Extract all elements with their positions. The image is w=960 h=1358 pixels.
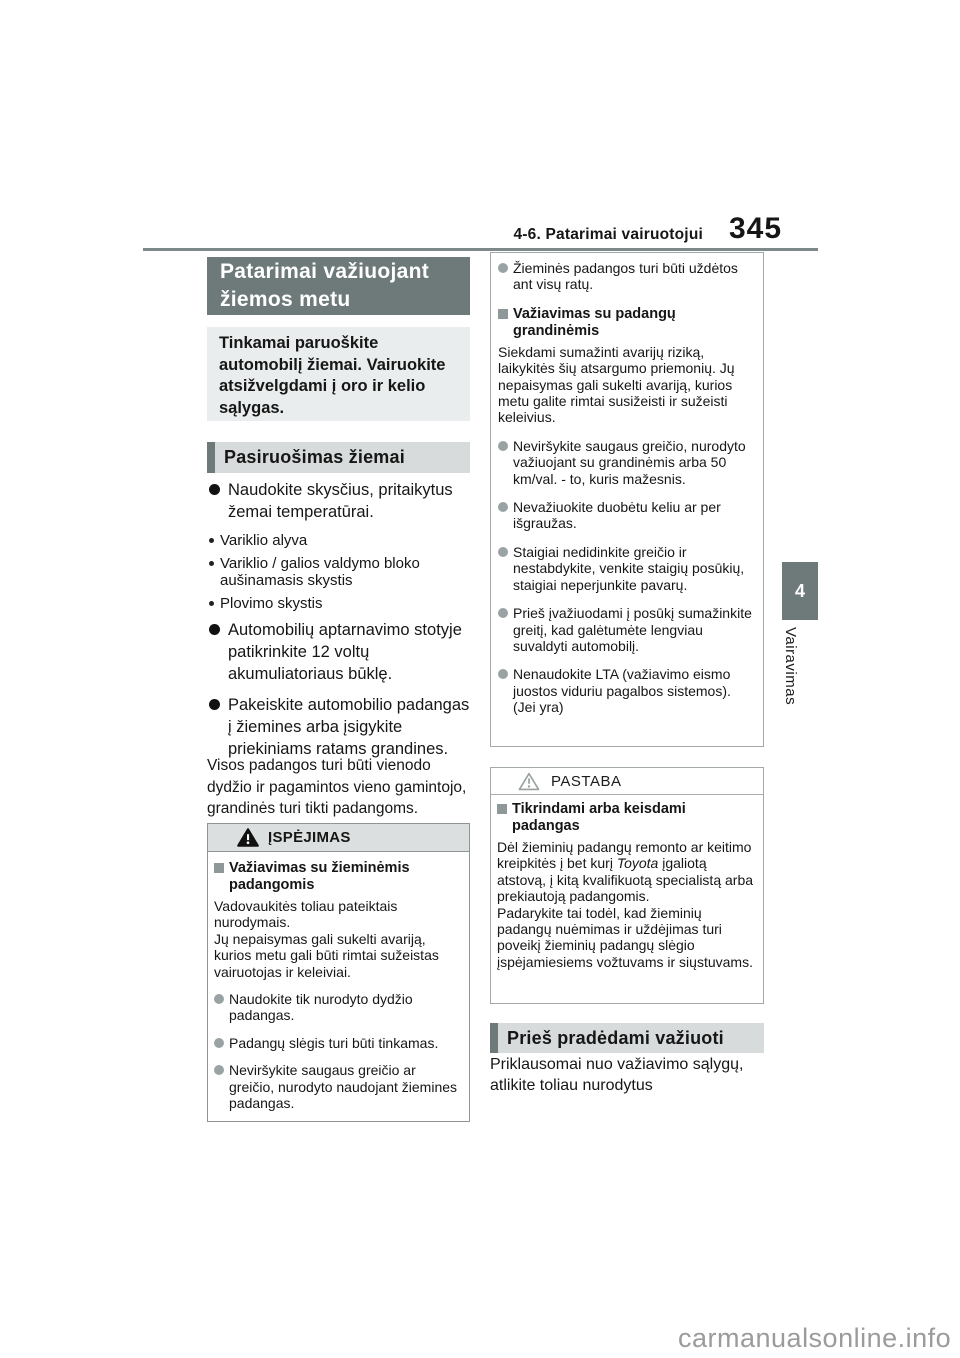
notice-paragraph: Padarykite tai todėl, kad žieminių padangų nuėmimas ir uždėjimas turi poveikį žieminių padangų slėgio įspėjamiesiems vožtuvams ir siųstuvams. xyxy=(497,904,753,970)
list-item-text: Naudokite skysčius, pritaikytus žemai temperatūrai. xyxy=(228,481,453,521)
warning-bullet xyxy=(498,438,754,487)
gray-bullet-icon xyxy=(214,1038,224,1048)
warning-bullet-text: Neviršykite saugaus greičio ar greičio, nurodyto naudojant žiemines padangas. xyxy=(229,1062,458,1112)
warning-bullet xyxy=(214,991,461,1024)
list-item xyxy=(207,694,470,760)
warning-bullet xyxy=(214,1035,461,1051)
list-item xyxy=(207,619,470,685)
dot-icon xyxy=(209,601,214,606)
warning-continuation-box xyxy=(490,252,764,747)
gray-bullet-icon xyxy=(498,608,508,618)
chapter-side-label: Vairavimas xyxy=(782,627,799,706)
warning-bullet-text: Nevažiuokite duobėtu keliu ar per išgraužas. xyxy=(513,499,721,532)
page-title: Patarimai važiuojant žiemos metu xyxy=(207,257,470,315)
list-item-text: Variklio / galios valdymo bloko aušinamasis skystis xyxy=(220,554,420,589)
warning-bullet xyxy=(498,260,754,293)
list-item xyxy=(207,595,470,613)
section-heading-pries-pradedami xyxy=(490,1023,764,1053)
page-number: 345 xyxy=(729,212,783,245)
list-item xyxy=(207,479,470,523)
warning-bullet-text: Nenaudokite LTA (važiavimo eismo juostos viduriu pagalbos sistemos). (Jei yra) xyxy=(513,666,731,716)
notice-subheading xyxy=(497,801,755,835)
gray-bullet-icon xyxy=(498,547,508,557)
warning-bullet xyxy=(498,666,754,715)
warning-subheading-text: Važiavimas su padangų grandinėmis xyxy=(513,305,676,339)
notice-box-content xyxy=(491,795,763,970)
warning-paragraph: Jų nepaisymas gali sukelti avariją, kurios metu gali būti rimtai sužeistas vairuotojas ir keleiviai. xyxy=(214,930,439,980)
list-item-text: Plovimo skystis xyxy=(220,594,323,612)
square-marker-icon xyxy=(214,863,224,873)
square-marker-icon xyxy=(497,804,507,814)
notice-paragraph xyxy=(497,839,755,905)
brand-name-italic: Toyota xyxy=(616,855,659,872)
bullet-icon xyxy=(209,699,220,710)
warning-bullet xyxy=(498,544,754,593)
warning-continuation-content xyxy=(491,253,763,716)
list-item xyxy=(207,555,470,590)
warning-bullet xyxy=(498,499,754,532)
section-accent-bar xyxy=(490,1023,498,1053)
warning-paragraph: Siekdami sumažinti avarijų riziką, laikykitės šių atsargumo priemonių. Jų nepaisymas gali sukelti avariją, kurios metu galite rimtai susižeisti ir sužeisti keleivius. xyxy=(498,343,735,426)
gray-bullet-icon xyxy=(214,994,224,1004)
gray-bullet-icon xyxy=(498,441,508,451)
warning-bullet-text: Staigiai nedidinkite greičio ir nestabdykite, venkite staigių posūkių, staigiai neperjunkite pavarų. xyxy=(513,543,745,593)
preparation-list xyxy=(207,479,470,769)
dot-icon xyxy=(209,561,214,566)
bullet-icon xyxy=(209,484,220,495)
warning-bullet-text: Prieš įvažiuodami į posūkį sumažinkite greitį, kad galėtumėte lengviau suvaldyti automobilį. xyxy=(513,605,752,654)
tyre-note-paragraph: Visos padangos turi būti vienodo dydžio ir pagamintos vieno gamintojo, grandinės turi tikti padangoms. xyxy=(207,757,467,817)
gray-bullet-icon xyxy=(214,1065,224,1075)
gray-bullet-icon xyxy=(498,669,508,679)
square-marker-icon xyxy=(498,309,508,319)
dot-icon xyxy=(209,538,214,543)
notice-subheading-text: Tikrindami arba keisdami padangas xyxy=(512,801,686,834)
warning-bullet xyxy=(498,605,754,654)
list-item-text: Pakeiskite automobilio padangas į žiemines arba įsigykite priekiniams ratams grandines. xyxy=(228,696,470,758)
gray-bullet-icon xyxy=(498,502,508,512)
bullet-icon xyxy=(209,624,220,635)
notice-paragraph-text: Dėl žieminių padangų remonto ar keitimo kreipkitės į bet kurį xyxy=(497,839,752,872)
header-section-title: 4-6. Patarimai vairuotojui xyxy=(513,226,703,243)
warning-box-content xyxy=(208,852,469,1111)
list-item-text: Automobilių aptarnavimo stotyje patikrinkite 12 voltų akumuliatoriaus būklę. xyxy=(228,621,462,683)
warning-bullet-text: Neviršykite saugaus greičio, nurodyto važiuojant su grandinėmis arba 50 km/val. - to, kuris mažesnis. xyxy=(513,437,746,487)
warning-subheading xyxy=(498,306,754,340)
notice-paragraph-text: įgaliotą atstovą, į kitą kvalifikuotą specialistą arba prekiautoją padangomis. xyxy=(497,855,754,905)
watermark-text: carmanualsonline.info xyxy=(678,1323,952,1353)
section-heading-label: Pasiruošimas žiemai xyxy=(224,447,405,467)
header-rule xyxy=(143,248,818,251)
warning-subheading-text: Važiavimas su žieminėmis padangomis xyxy=(229,860,410,893)
list-item xyxy=(207,532,470,550)
warning-box xyxy=(207,823,470,1122)
notice-box xyxy=(490,767,764,1004)
warning-bullet-text: Žieminės padangos turi būti uždėtos ant visų ratų. xyxy=(513,260,738,293)
closing-paragraph: Priklausomai nuo važiavimo sąlygų, atlikite toliau nurodytus xyxy=(490,1056,744,1094)
intro-summary: Tinkamai paruoškite automobilį žiemai. Vairuokite atsižvelgdami į oro ir kelio sąlygas. xyxy=(207,327,470,421)
notice-triangle-icon xyxy=(518,772,540,791)
warning-paragraph: Vadovaukitės toliau pateiktais nurodymais. xyxy=(214,898,398,931)
notice-box-header xyxy=(491,768,763,795)
section-heading-label: Prieš pradėdami važiuoti xyxy=(507,1027,724,1048)
chapter-tab: 4 xyxy=(782,562,818,620)
list-item-text: Variklio alyva xyxy=(220,532,308,549)
warning-title: ĮSPĖJIMAS xyxy=(268,829,351,846)
warning-subheading xyxy=(214,860,461,894)
warning-bullet xyxy=(214,1062,461,1111)
warning-bullet-text: Naudokite tik nurodyto dydžio padangas. xyxy=(229,991,413,1024)
warning-triangle-icon xyxy=(237,828,259,847)
section-accent-bar xyxy=(207,442,215,473)
notice-title: PASTABA xyxy=(551,772,622,790)
section-heading-pasiruosimas xyxy=(207,442,470,473)
gray-bullet-icon xyxy=(498,263,508,273)
warning-box-header xyxy=(208,824,469,852)
warning-bullet-text: Padangų slėgis turi būti tinkamas. xyxy=(229,1034,439,1051)
